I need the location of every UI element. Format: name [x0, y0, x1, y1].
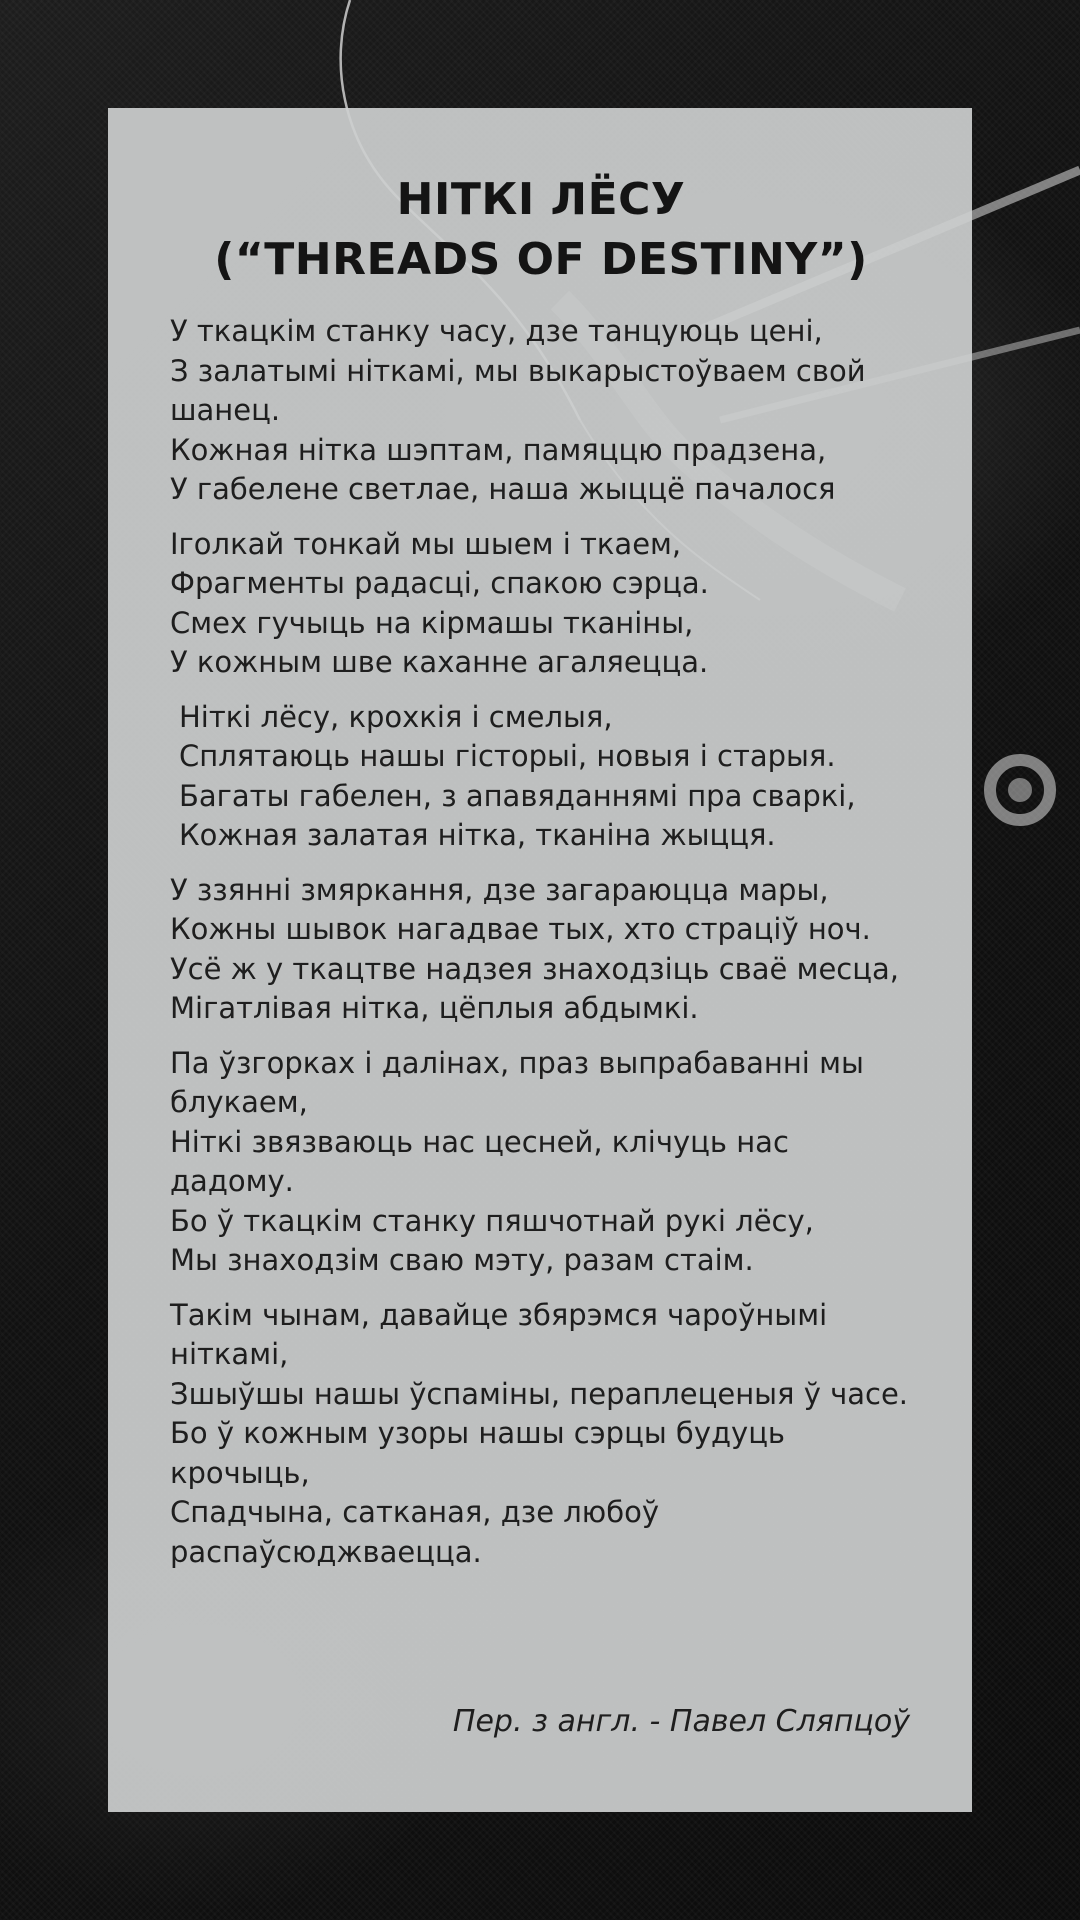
- stanza-1: [170, 312, 912, 510]
- poem-line: Іголкай тонкай мы шыем і ткаем,: [170, 526, 682, 561]
- poem-line: У кожным шве каханне агаляецца.: [170, 645, 709, 679]
- stanza-4: [170, 871, 912, 1029]
- stanza-3-chorus: [170, 698, 912, 856]
- poem-line: Кожная нітка шэптам, памяццю прадзена,: [170, 432, 827, 467]
- poem-line: У ткацкім станку часу, дзе танцуюць цені,: [170, 314, 823, 348]
- poem-line: Кожны шывок нагадвае тых, хто страціў ноч.: [170, 912, 871, 946]
- poem-line: Такім чынам, давайце збярэмся чароўнымі ніткамі,: [170, 1297, 828, 1371]
- poem-line: У ззянні змяркання, дзе загараюцца мары,: [170, 872, 829, 907]
- poem-line: Фрагменты радасці, спакою сэрца.: [170, 566, 709, 600]
- poem-line: Кожная залатая нітка, тканіна жыцця.: [179, 818, 776, 852]
- poem-line: Мігатлівая нітка, цёплыя абдымкі.: [170, 991, 699, 1025]
- poem-line: Багаты габелен, з апавяданнямі пра сваркі,: [179, 778, 856, 813]
- poem-line: З залатымі ніткамі, мы выкарыстоўваем свой шанец.: [170, 353, 866, 427]
- poem-line: Мы знаходзім сваю мэту, разам стаім.: [170, 1243, 754, 1277]
- poem-card: [108, 108, 972, 1812]
- poem-line: Смех гучыць на кірмашы тканіны,: [170, 605, 694, 640]
- title-line-2: (“THREADS OF DESTINY”): [214, 234, 868, 285]
- poem-line: Бо ў кожным узоры нашы сэрцы будуць крочыць,: [170, 1416, 786, 1490]
- stanza-5: [170, 1044, 912, 1281]
- poem-line: Спадчына, сатканая, дзе любоў распаўсюджваецца.: [170, 1495, 660, 1569]
- poem-line: Ніткі звязваюць нас цесней, клічуць нас дадому.: [170, 1124, 789, 1198]
- poem-line: Сплятаюць нашы гісторыі, новыя і старыя.: [179, 739, 836, 773]
- title-line-1: НІТКІ ЛЁСУ: [396, 174, 686, 225]
- stanza-2: [170, 525, 912, 683]
- poem-line: Ніткі лёсу, крохкія і смелыя,: [179, 699, 613, 734]
- poem-line: У габелене светлае, наша жыццё пачалося: [170, 472, 836, 506]
- poem-body: [170, 312, 912, 1572]
- poem-title: [170, 170, 912, 290]
- poem-line: Бо ў ткацкім станку пяшчотнай рукі лёсу,: [170, 1203, 814, 1238]
- stanza-6: [170, 1296, 912, 1573]
- poem-line: Па ўзгорках і далінах, праз выпрабаванні мы блукаем,: [170, 1045, 864, 1119]
- translator-credit: Пер. з англ. - Павел Сляпцоў: [452, 1704, 910, 1739]
- poem-line: Усё ж у ткацтве надзея знаходзіць сваё месца,: [170, 951, 899, 986]
- poem-line: Зшыўшы нашы ўспаміны, пераплеценыя ў часе.: [170, 1376, 908, 1411]
